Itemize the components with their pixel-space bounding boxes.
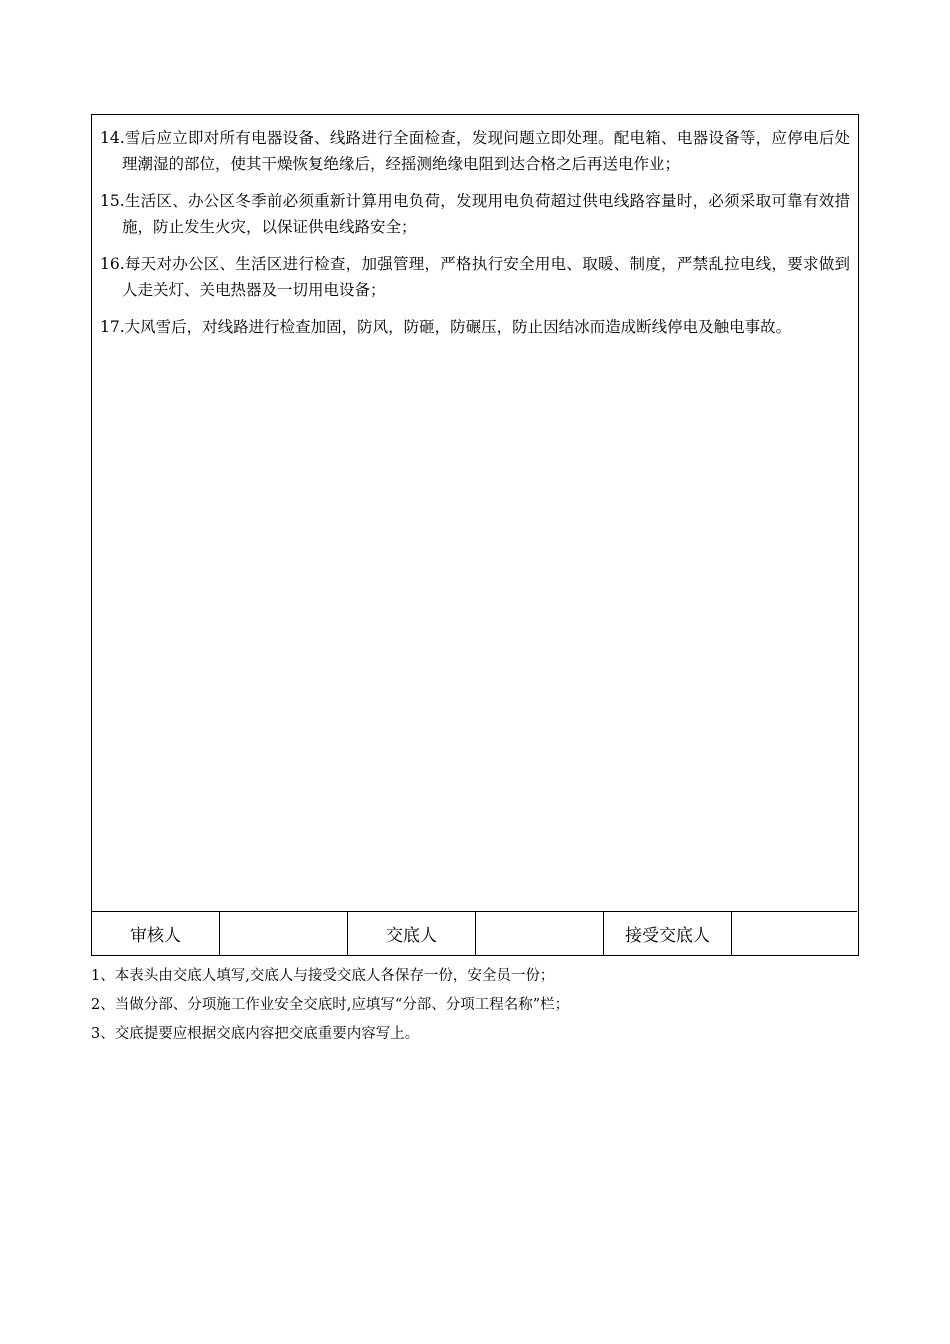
list-item: 17.大风雪后，对线路进行检查加固，防风，防砸，防碾压，防止因结冰而造成断线停电及触电事故。 (100, 318, 792, 336)
discloser-field[interactable] (476, 912, 604, 955)
footnotes (91, 962, 891, 1049)
footnote: 1、本表头由交底人填写,交底人与接受交底人各保存一份，安全员一份； (91, 968, 555, 984)
list-item: 16.每天对办公区、生活区进行检查，加强管理，严格执行安全用电、取暖、制度，严禁乱拉电线，要求做到人走关灯、关电热器及一切用电设备； (100, 255, 850, 299)
list-item: 14.雪后应立即对所有电器设备、线路进行全面检查，发现问题立即处理。配电箱、电器设备等，应停电后处理潮湿的部位，使其干燥恢复绝缘后，经摇测绝缘电阻到达合格之后再送电作业； (100, 129, 850, 173)
receiver-field[interactable] (732, 912, 857, 955)
reviewer-label: 审核人 (92, 912, 220, 955)
receiver-label: 接受交底人 (604, 912, 732, 955)
footnote: 2、当做分部、分项施工作业安全交底时,应填写“分部、分项工程名称”栏； (91, 997, 570, 1013)
disclosure-content (92, 115, 858, 911)
reviewer-field[interactable] (220, 912, 348, 955)
signature-row (92, 911, 857, 955)
discloser-label: 交底人 (348, 912, 476, 955)
disclosure-form (91, 114, 859, 956)
footnote: 3、交底提要应根据交底内容把交底重要内容写上。 (91, 1026, 420, 1042)
list-item: 15.生活区、办公区冬季前必须重新计算用电负荷，发现用电负荷超过供电线路容量时，必须采取可靠有效措施，防止发生火灾，以保证供电线路安全； (100, 192, 850, 236)
